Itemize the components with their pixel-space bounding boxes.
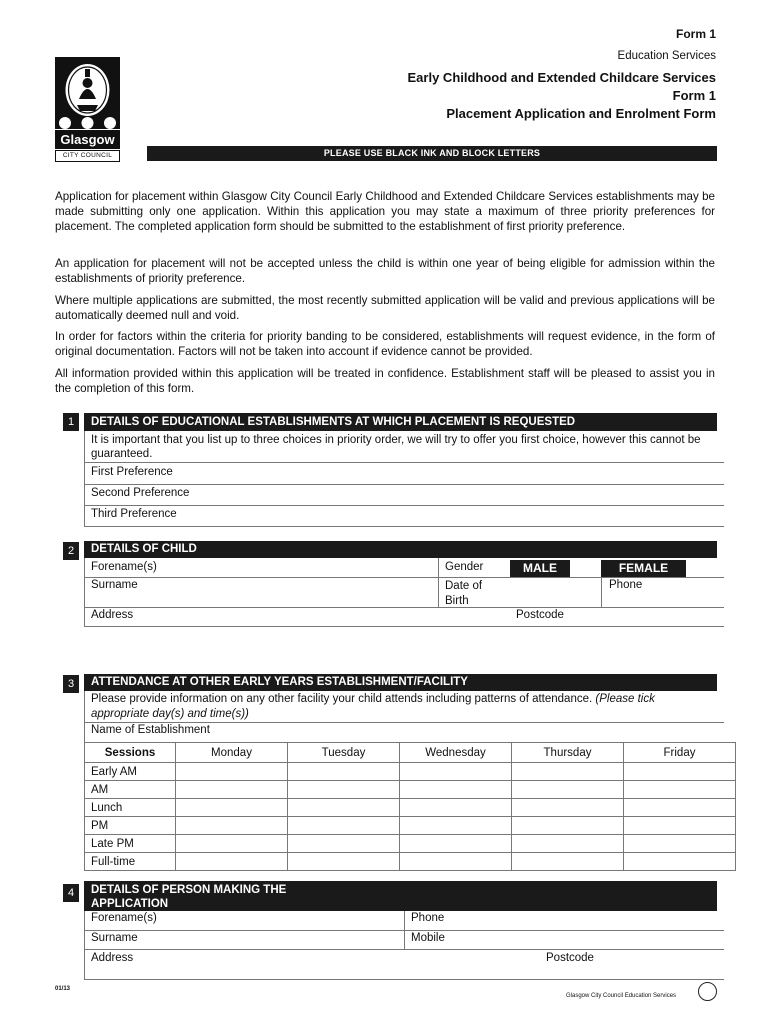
footer-organisation: Glasgow City Council Education Services bbox=[566, 993, 677, 999]
tick-cell[interactable] bbox=[288, 835, 400, 853]
form-title-line1: Early Childhood and Extended Childcare Services bbox=[407, 70, 716, 85]
tick-cell[interactable] bbox=[176, 799, 288, 817]
section-number: 1 bbox=[63, 413, 79, 431]
table-row bbox=[85, 799, 736, 817]
tick-cell[interactable] bbox=[176, 817, 288, 835]
section-heading: ATTENDANCE AT OTHER EARLY YEARS ESTABLISHMENT/FACILITY bbox=[84, 674, 717, 691]
tick-cell[interactable] bbox=[288, 817, 400, 835]
table-row bbox=[85, 781, 736, 799]
day-header: Thursday bbox=[512, 743, 624, 763]
tick-cell[interactable] bbox=[624, 835, 736, 853]
section-number: 4 bbox=[63, 884, 79, 902]
child-forenames-label: Forename(s) bbox=[91, 561, 157, 573]
table-header-row bbox=[85, 743, 736, 763]
second-preference-label: Second Preference bbox=[91, 487, 190, 499]
first-preference-field[interactable] bbox=[200, 464, 720, 484]
glasgow-logo bbox=[55, 57, 120, 161]
session-label: Late PM bbox=[85, 835, 176, 853]
session-label: Full-time bbox=[85, 853, 176, 871]
session-label: Early AM bbox=[85, 763, 176, 781]
tick-cell[interactable] bbox=[512, 799, 624, 817]
applicant-phone-field[interactable] bbox=[455, 911, 720, 929]
department-name: Education Services bbox=[617, 50, 716, 62]
day-header: Wednesday bbox=[400, 743, 512, 763]
tick-cell[interactable] bbox=[288, 853, 400, 871]
applicant-postcode-field[interactable] bbox=[605, 950, 720, 978]
tick-cell[interactable] bbox=[624, 763, 736, 781]
applicant-surname-field[interactable] bbox=[150, 931, 400, 949]
tick-cell[interactable] bbox=[512, 835, 624, 853]
tick-cell[interactable] bbox=[400, 835, 512, 853]
child-surname-label: Surname bbox=[91, 579, 138, 591]
tick-cell[interactable] bbox=[400, 817, 512, 835]
section-number: 3 bbox=[63, 675, 79, 693]
day-header: Friday bbox=[624, 743, 736, 763]
applicant-surname-label: Surname bbox=[91, 932, 138, 944]
attendance-table bbox=[84, 742, 736, 871]
section-note: It is important that you list up to three choices in priority order, we will try to offer you first choice, however this cannot be guaranteed. bbox=[91, 434, 701, 460]
intro-paragraph: In order for factors within the criteria for priority banding to be considered, establishments will request evidence, in the form of original documentation. Factors will not be taken into account if evidence cannot be provided. bbox=[55, 330, 715, 358]
logo-subtitle: CITY COUNCIL bbox=[55, 150, 120, 162]
applicant-forenames-field[interactable] bbox=[170, 911, 400, 929]
tick-cell[interactable] bbox=[512, 781, 624, 799]
section-heading: DETAILS OF CHILD bbox=[84, 541, 717, 558]
tick-cell[interactable] bbox=[512, 763, 624, 781]
tick-cell[interactable] bbox=[400, 799, 512, 817]
applicant-mobile-field[interactable] bbox=[455, 931, 720, 949]
child-phone-label: Phone bbox=[609, 579, 643, 591]
session-label: AM bbox=[85, 781, 176, 799]
form-title-line3: Placement Application and Enrolment Form bbox=[446, 106, 716, 121]
tick-cell[interactable] bbox=[400, 781, 512, 799]
table-row bbox=[85, 763, 736, 781]
applicant-phone-label: Phone bbox=[411, 912, 445, 924]
child-postcode-field[interactable] bbox=[575, 608, 720, 626]
section-number: 2 bbox=[63, 542, 79, 560]
tick-cell[interactable] bbox=[400, 763, 512, 781]
sessions-header: Sessions bbox=[85, 743, 176, 763]
applicant-mobile-label: Mobile bbox=[411, 932, 445, 944]
third-preference-field[interactable] bbox=[200, 506, 720, 526]
third-preference-label: Third Preference bbox=[91, 508, 177, 520]
table-row bbox=[85, 853, 736, 871]
second-preference-field[interactable] bbox=[210, 485, 720, 505]
tick-cell[interactable] bbox=[512, 853, 624, 871]
intro-paragraph: Application for placement within Glasgow City Council Early Childhood and Extended Childcare Services establishments may be made submitting only one application. Within this application you may state a maximum of three priority preferences for placement. The completed application form should be submitted to the establishment of first priority preference. bbox=[55, 190, 715, 233]
day-header: Monday bbox=[176, 743, 288, 763]
child-surname-field[interactable] bbox=[150, 578, 435, 606]
gender-female-option[interactable]: FEMALE bbox=[601, 560, 686, 577]
instruction-band: PLEASE USE BLACK INK AND BLOCK LETTERS bbox=[147, 146, 717, 161]
date-of-birth-label: Date of Birth bbox=[445, 580, 483, 607]
intro-paragraph: An application for placement will not be accepted unless the child is within one year of being eligible for admission within the establishments of priority preference. bbox=[55, 257, 715, 285]
table-row bbox=[85, 817, 736, 835]
day-header: Tuesday bbox=[288, 743, 400, 763]
tick-cell[interactable] bbox=[624, 853, 736, 871]
tick-cell[interactable] bbox=[176, 835, 288, 853]
applicant-address-label: Address bbox=[91, 952, 134, 964]
section-note: Please provide information on any other facility your child attends including patterns of attendance. (Please tick appropriate day(s) and time(s)) bbox=[91, 693, 655, 720]
section-heading: DETAILS OF PERSON MAKING THE APPLICATION bbox=[84, 881, 717, 911]
form-version-code: 01/13 bbox=[55, 986, 71, 992]
session-label: PM bbox=[85, 817, 176, 835]
section-heading: DETAILS OF EDUCATIONAL ESTABLISHMENTS AT WHICH PLACEMENT IS REQUESTED bbox=[84, 413, 717, 431]
child-address-label: Address bbox=[91, 609, 134, 621]
gender-label: Gender bbox=[445, 561, 484, 573]
tick-cell[interactable] bbox=[176, 763, 288, 781]
tick-cell[interactable] bbox=[176, 781, 288, 799]
tick-cell[interactable] bbox=[176, 853, 288, 871]
applicant-forenames-label: Forename(s) bbox=[91, 912, 157, 924]
tick-cell[interactable] bbox=[624, 799, 736, 817]
first-preference-label: First Preference bbox=[91, 466, 173, 478]
tick-cell[interactable] bbox=[624, 817, 736, 835]
tick-cell[interactable] bbox=[400, 853, 512, 871]
gender-male-option[interactable]: MALE bbox=[510, 560, 570, 577]
table-row bbox=[85, 835, 736, 853]
child-forenames-field[interactable] bbox=[170, 560, 435, 577]
child-phone-field[interactable] bbox=[650, 578, 720, 606]
child-postcode-label: Postcode bbox=[516, 609, 564, 621]
tick-cell[interactable] bbox=[512, 817, 624, 835]
tick-cell[interactable] bbox=[288, 799, 400, 817]
form-title-line2: Form 1 bbox=[672, 88, 716, 103]
tick-cell[interactable] bbox=[624, 781, 736, 799]
intro-paragraph: All information provided within this application will be treated in confidence. Establishment staff will be pleased to assist you in the completion of this form. bbox=[55, 367, 715, 395]
page-circle-icon bbox=[698, 982, 717, 1001]
tick-cell[interactable] bbox=[288, 763, 400, 781]
establishment-name-field[interactable] bbox=[230, 723, 720, 740]
child-address-field[interactable] bbox=[145, 608, 505, 626]
session-label: Lunch bbox=[85, 799, 176, 817]
tick-cell[interactable] bbox=[288, 781, 400, 799]
applicant-address-field[interactable] bbox=[145, 950, 535, 978]
applicant-postcode-label: Postcode bbox=[546, 952, 594, 964]
logo-wordmark: Glasgow bbox=[55, 130, 120, 149]
establishment-name-label: Name of Establishment bbox=[91, 724, 210, 736]
form-label: Form 1 bbox=[675, 27, 716, 41]
intro-paragraph: Where multiple applications are submitted, the most recently submitted application will be valid and previous applications will be automatically deemed null and void. bbox=[55, 294, 715, 322]
date-of-birth-field[interactable] bbox=[505, 578, 595, 606]
